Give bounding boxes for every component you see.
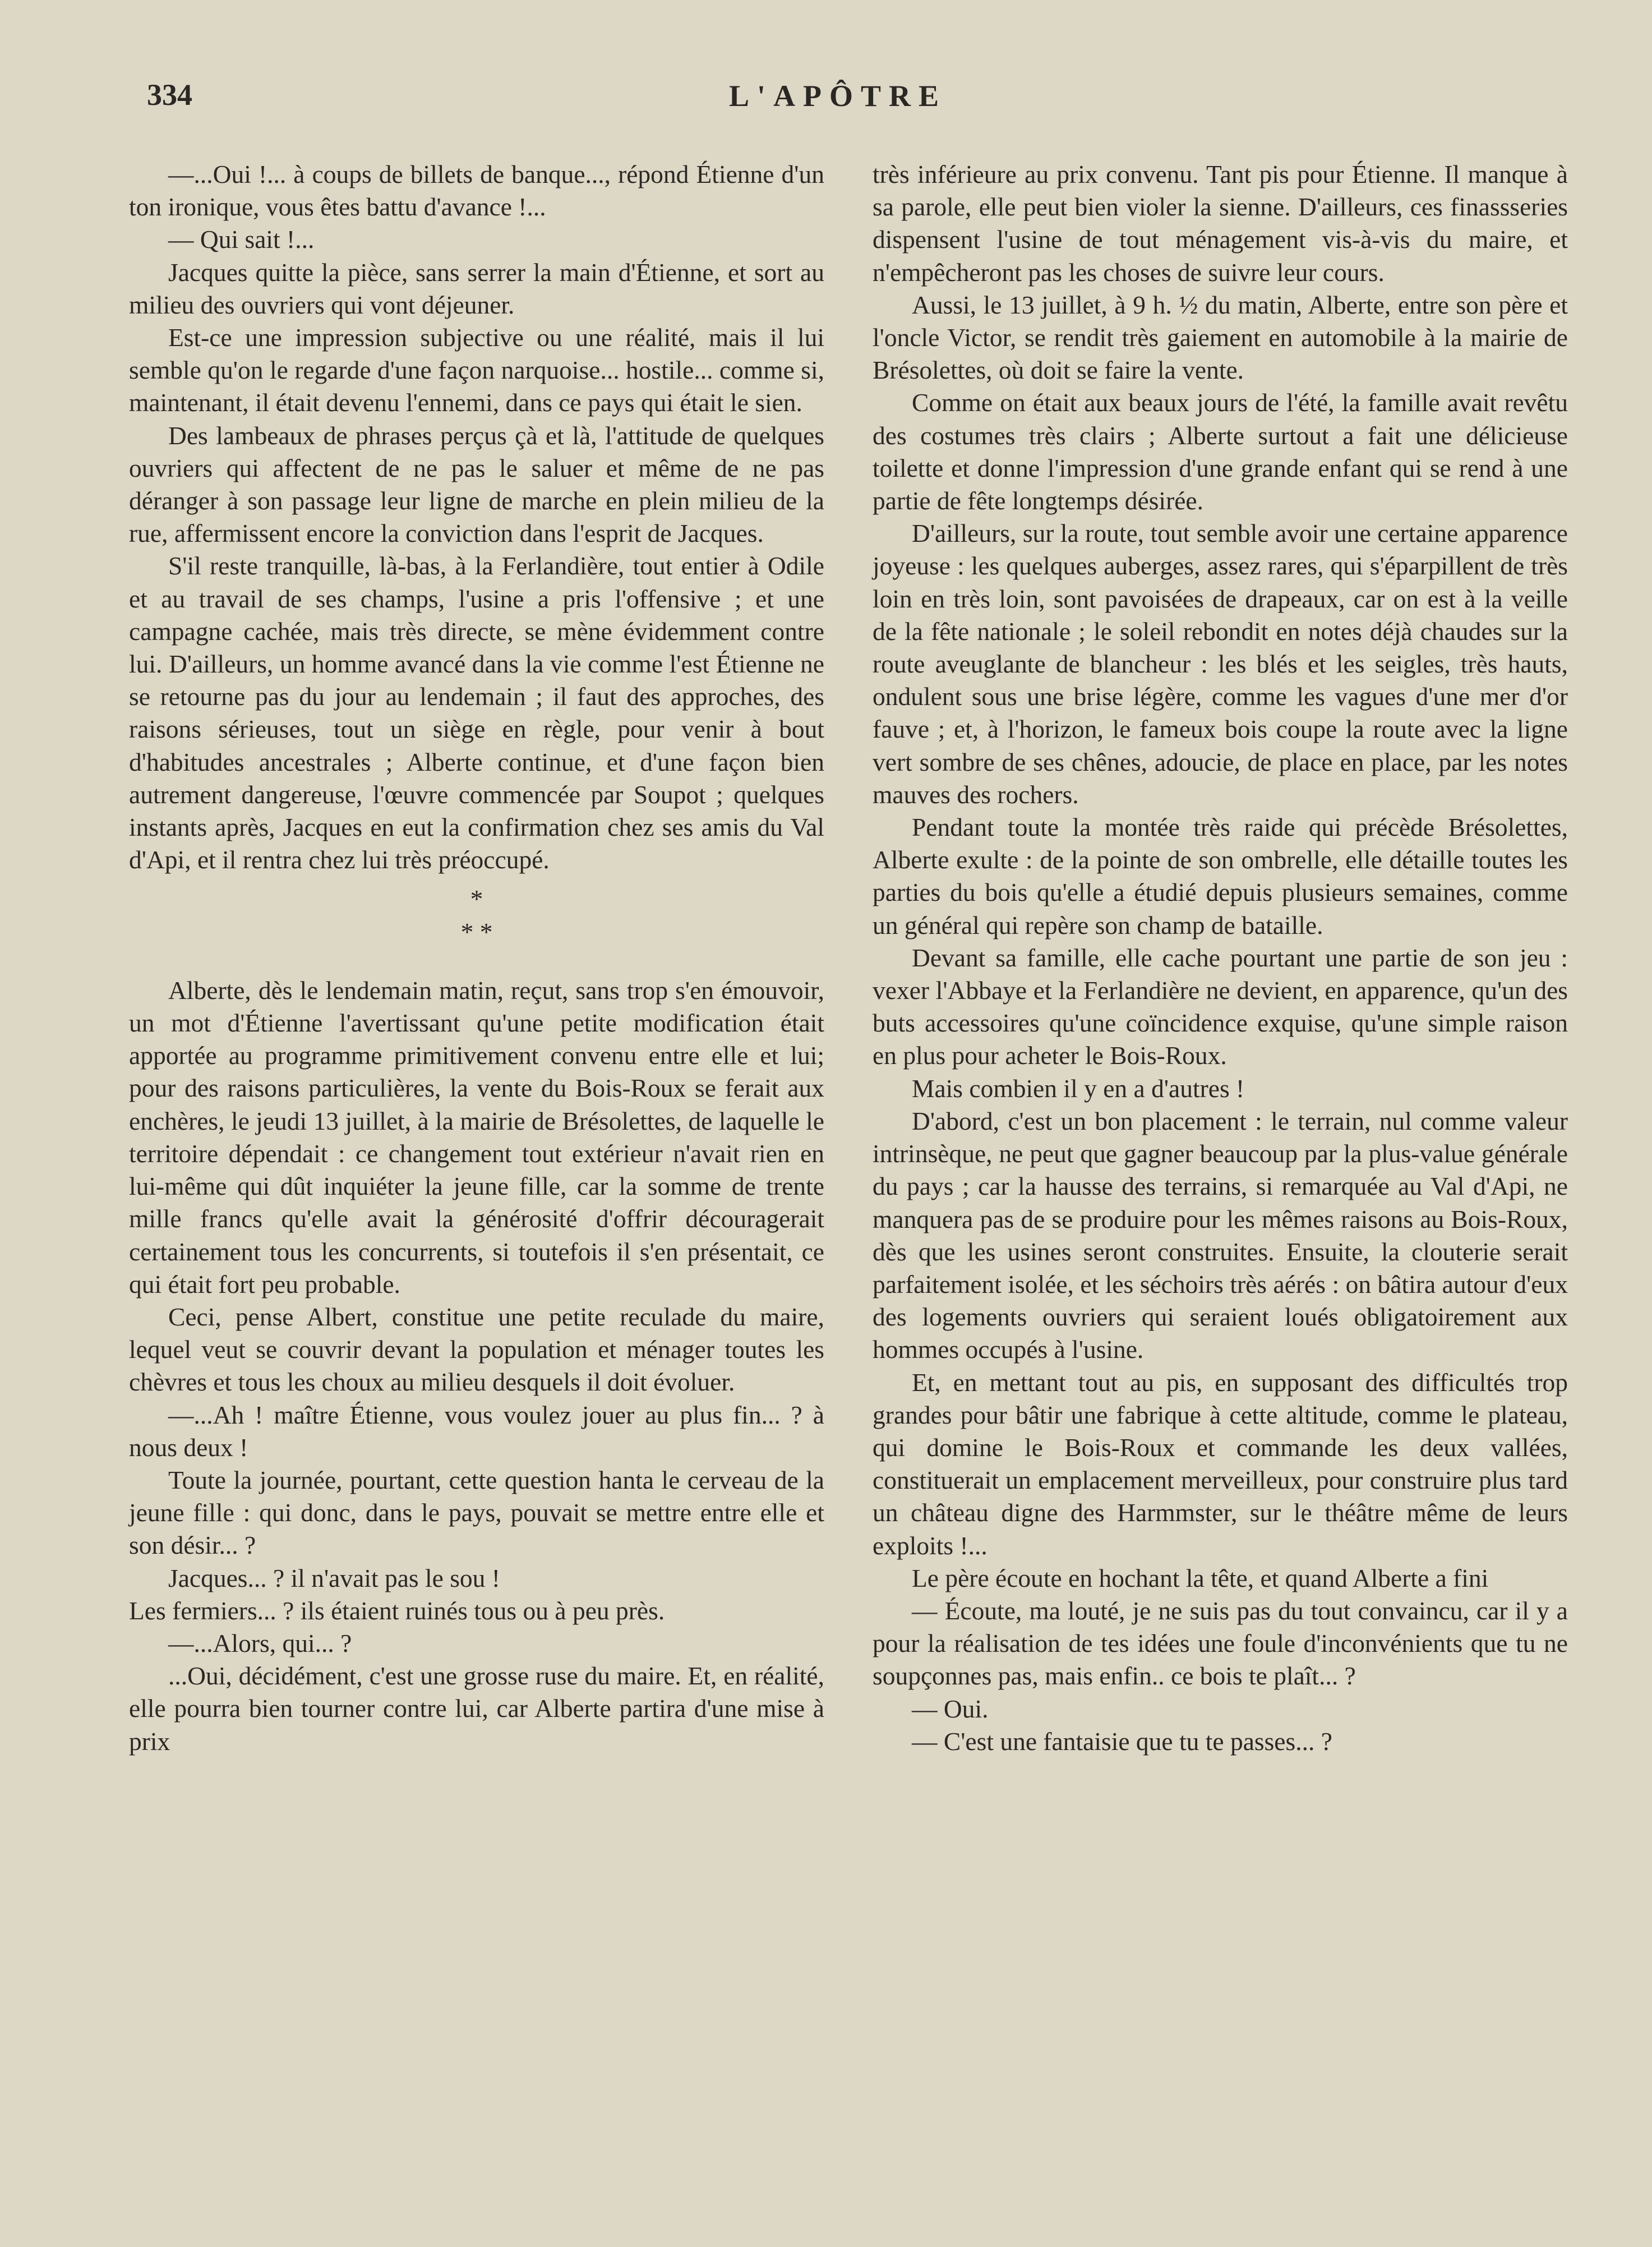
paragraph: Les fermiers... ? ils étaient ruinés tous ou à peu près. <box>129 1596 665 1625</box>
paragraph: Le père écoute en hochant la tête, et quand Alberte a fini <box>912 1563 1489 1592</box>
paragraph-continued: très inférieure au prix convenu. Tant pis pour Étienne. Il manque à sa parole, elle peut bien violer la sienne. D'ailleurs, ces finassseries dispensent l'usine de tout ménagement vis-à-vis du maire, et n'empêcheront pas les choses de suivre leur cours. <box>873 160 1568 287</box>
paragraph: D'ailleurs, sur la route, tout semble avoir une certaine apparence joyeuse : les quelques auberges, assez rares, qui s'éparpillent de très loin en très loin, sont pavoisées de drapeaux, car on est à la veille de la fête nationale ; le soleil rebondit en notes déjà chaudes sur la route aveuglante de blancheur : les blés et les seigles, très hauts, ondulent sous une brise légère, comme les vagues d'une mer d'or fauve ; et, à l'horizon, le fameux bois coupe la route avec la ligne vert sombre de ses chênes, adoucie, de place en place, par les notes mauves des rochers. <box>873 519 1568 809</box>
paragraph: —...Ah ! maître Étienne, vous voulez jouer au plus fin... ? à nous deux ! <box>129 1400 824 1462</box>
paragraph: ...Oui, décidément, c'est une grosse ruse du maire. Et, en réalité, elle pourra bien tourner contre lui, car Alberte partira d'une mise à prix <box>129 1661 824 1756</box>
paragraph: — Qui sait !... <box>168 225 315 254</box>
paragraph: — Oui. <box>912 1694 989 1723</box>
paragraph: Devant sa famille, elle cache pourtant une partie de son jeu : vexer l'Abbaye et la Ferlandière ne devient, en apparence, qu'un des buts accessoires qu'une coïncidence exquise, qu'une simple raison en plus pour acheter le Bois-Roux. <box>873 943 1568 1070</box>
paragraph: —...Oui !... à coups de billets de banque..., répond Étienne d'un ton ironique, vous êtes battu d'avance !... <box>129 160 824 222</box>
paragraph: Toute la journée, pourtant, cette question hanta le cerveau de la jeune fille : qui donc, dans le pays, pouvait se mettre entre elle et son désir... ? <box>129 1465 824 1560</box>
left-column <box>129 158 824 1758</box>
paragraph: Est-ce une impression subjective ou une réalité, mais il lui semble qu'on le regarde d'une façon narquoise... hostile... comme si, maintenant, il était devenu l'ennemi, dans ce pays qui était le sien. <box>129 323 824 417</box>
right-column <box>873 158 1568 1758</box>
page-number: 334 <box>147 78 192 112</box>
paragraph: Des lambeaux de phrases perçus çà et là, l'attitude de quelques ouvriers qui affectent de ne pas le saluer et même de ne pas déranger à son passage leur ligne de marche en plein milieu de la rue, affermissent encore la conviction dans l'esprit de Jacques. <box>129 421 824 548</box>
paragraph: Alberte, dès le lendemain matin, reçut, sans trop s'en émouvoir, un mot d'Étienne l'avertissant qu'une petite modification était apportée au programme primitivement convenu entre elle et lui; pour des raisons particulières, la vente du Bois-Roux se ferait aux enchères, le jeudi 13 juillet, à la mairie de Brésolettes, de laquelle le territoire dépendait : ce changement tout extérieur n'avait rien en lui-même qui dût inquiéter la jeune fille, car la somme de trente mille francs qu'elle avait la générosité d'offrir découragerait certainement tous les concurrents, si toutefois il s'en présentait, ce qui était fort peu probable. <box>129 975 824 1299</box>
paragraph: —...Alors, qui... ? <box>168 1628 352 1657</box>
paragraph: Aussi, le 13 juillet, à 9 h. ½ du matin, Alberte, entre son père et l'oncle Victor, se rendit très gaiement en automobile à la mairie de Brésolettes, où doit se faire la vente. <box>873 290 1568 385</box>
paragraph: S'il reste tranquille, là-bas, à la Ferlandière, tout entier à Odile et au travail de ses champs, l'usine a pris l'offensive ; et une campagne cachée, mais très directe, se mène évidemment contre lui. D'ailleurs, un homme avancé dans la vie comme l'est Étienne ne se retourne pas du jour au lendemain ; il faut des approches, des raisons sérieuses, tout un siège en règle, pour venir à bout d'habitudes ancestrales ; Alberte continue, et d'une façon bien autrement dangereuse, l'œuvre commencée par Soupot ; quelques instants après, Jacques en eut la confirmation chez ses amis du Val d'Api, et il rentra chez lui très préoccupé. <box>129 551 824 874</box>
paragraph: — Écoute, ma louté, je ne suis pas du tout convaincu, car il y a pour la réalisation de tes idées une foule d'inconvénients que tu ne soupçonnes pas, mais enfin.. ce bois te plaît... ? <box>873 1596 1568 1691</box>
paragraph: Et, en mettant tout au pis, en supposant des difficultés trop grandes pour bâtir une fabrique à cette altitude, comme le plateau, qui domine le Bois-Roux et commande les deux vallées, constituerait un emplacement merveilleux, pour construire plus tard un château digne des Harmmster, sur le théâtre même de leurs exploits !... <box>873 1367 1568 1560</box>
paragraph: D'abord, c'est un bon placement : le terrain, nul comme valeur intrinsèque, ne peut que gagner beaucoup par la plus-value générale du pays ; car la hausse des terrains, si remarquée au Val d'Api, ne manquera pas de se produire pour les mêmes raisons au Bois-Roux, dès que les usines seront construites. Ensuite, la clouterie serait parfaitement isolée, et les séchoirs très aérés : on bâtira autour d'eux des logements ouvriers qui seraient loués obligatoirement aux hommes occupés à l'usine. <box>873 1106 1568 1364</box>
running-title: L'APÔTRE <box>729 79 947 113</box>
paragraph: Mais combien il y en a d'autres ! <box>912 1074 1245 1103</box>
paragraph: Jacques... ? il n'avait pas le sou ! <box>168 1563 500 1592</box>
section-separator-asterisks: * * <box>460 917 493 946</box>
paragraph: Pendant toute la montée très raide qui précède Brésolettes, Alberte exulte : de la pointe de son ombrelle, elle détaille toutes les parties du bois qu'elle a étudié depuis plusieurs semaines, comme un général qui repère son champ de bataille. <box>873 813 1568 940</box>
paragraph: Jacques quitte la pièce, sans serrer la main d'Étienne, et sort au milieu des ouvriers qui vont déjeuner. <box>129 257 824 319</box>
section-separator-asterisk: * <box>470 885 483 914</box>
paragraph: Ceci, pense Albert, constitue une petite reculade du maire, lequel veut se couvrir devant la population et ménager toutes les chèvres et tous les choux au milieu desquels il doit évoluer. <box>129 1302 824 1397</box>
paragraph: — C'est une fantaisie que tu te passes... ? <box>912 1726 1332 1756</box>
paragraph: Comme on était aux beaux jours de l'été, la famille avait revêtu des costumes très clairs ; Alberte surtout a fait une délicieuse toilette et donne l'impression d'une grande enfant qui se rend à une partie de fête longtemps désirée. <box>873 388 1568 515</box>
